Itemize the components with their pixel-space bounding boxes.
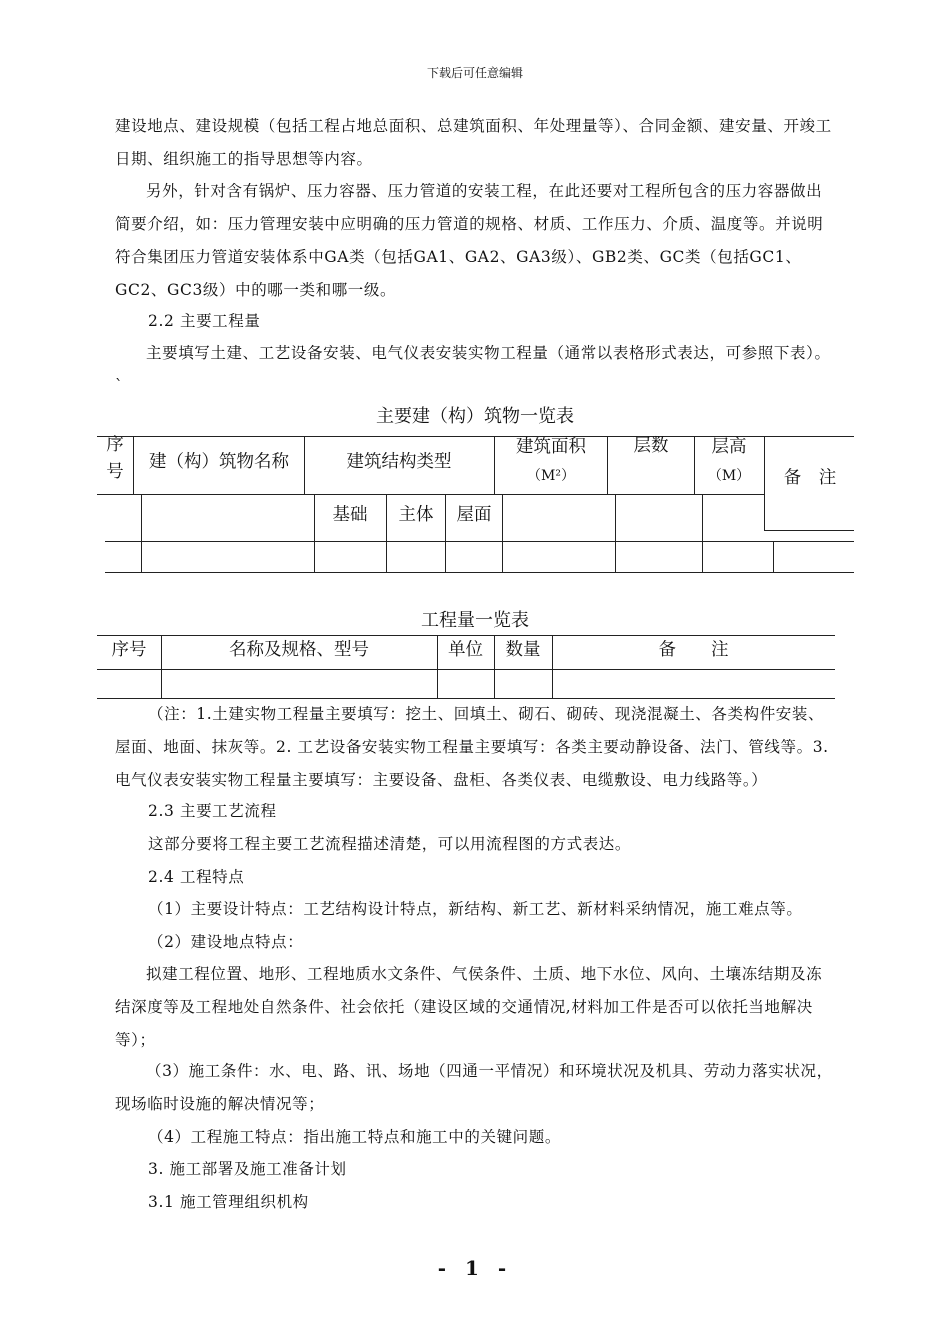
item-site-features: （2）建设地点特点： — [148, 933, 304, 951]
table1-header-height: 层高 — [711, 437, 747, 457]
item-construction-features: （4）工程施工特点：指出施工特点和施工中的关键问题。 — [148, 1128, 561, 1146]
table2-header-remark: 备 注 — [658, 640, 729, 660]
paragraph-process-flow: 这部分要将工程主要工艺流程描述清楚，可以用流程图的方式表达。 — [148, 835, 632, 853]
page-header: 下载后可任意编辑 — [426, 66, 523, 80]
table1-header-height-unit: （M） — [707, 468, 751, 484]
table1-sub-roof: 屋面 — [456, 505, 492, 525]
table2-title: 工程量一览表 — [421, 610, 529, 631]
section-2-4-heading: 2.4 工程特点 — [148, 868, 245, 886]
section-2-3-heading: 2.3 主要工艺流程 — [148, 802, 277, 820]
table1-header-area: 建筑面积 — [516, 437, 586, 457]
paragraph-pressure-vessels: 另外，针对含有锅炉、压力容器、压力管道的安装工程，在此还要对工程所包含的压力容器做出简要介绍，如：压力管理安装中应明确的压力管道的规格、材质、工作压力、介质、温度等。并说明符合集团压力管道安装体系中GA类（包括GA1、GA2、GA3级）、GB2类、GC类（包括GC1、GC2、GC3级）中的哪一类和哪一级。 — [115, 182, 824, 299]
table2-header-seq: 序号 — [111, 640, 147, 660]
table2-header-name: 名称及规格、型号 — [229, 640, 369, 660]
table1-header-floors: 层数 — [633, 436, 669, 456]
table1-header-remark: 备 注 — [783, 468, 837, 488]
table1-header-area-unit: （M²） — [527, 468, 575, 484]
item-construction-conditions: （3）施工条件：水、电、路、讯、场地（四通一平情况）和环境状况及机具、劳动力落实状况，现场临时设施的解决情况等； — [115, 1062, 833, 1113]
table2-header-quantity: 数量 — [505, 640, 541, 660]
table1-header-structure: 建筑结构类型 — [346, 452, 452, 472]
page-number: - 1 - — [437, 1256, 513, 1280]
table1-title: 主要建（构）筑物一览表 — [376, 406, 574, 427]
section-3-1-heading: 3.1 施工管理组织机构 — [148, 1193, 309, 1211]
table1-sub-foundation: 基础 — [332, 505, 368, 525]
paragraph-quantities-intro: 主要填写土建、工艺设备安装、电气仪表安装实物工程量（通常以表格形式表达，可参照下表）。` — [115, 344, 831, 395]
table2-note: （注：1.土建实物工程量主要填写：挖土、回填土、砌石、砌砖、现浇混凝土、各类构件安装、屋面、地面、抹灰等。2. 工艺设备安装实物工程量主要填写：各类主要动静设备、法门、管线等。3.电气仪表安装实物工程量主要填写：主要设备、盘柜、各类仪表、电缆敷设、电力线路等。） — [115, 705, 829, 789]
item-design-features: （1）主要设计特点：工艺结构设计特点，新结构、新工艺、新材料采纳情况，施工难点等。 — [148, 900, 803, 918]
section-2-2-heading: 2.2 主要工程量 — [148, 312, 261, 330]
table1-sub-body: 主体 — [398, 505, 434, 525]
table1-header-name: 建（构）筑物名称 — [149, 452, 289, 472]
table1-header-seq: 序号 — [106, 435, 124, 482]
section-3-heading: 3. 施工部署及施工准备计划 — [148, 1160, 347, 1178]
paragraph-scope: 建设地点、建设规模（包括工程占地总面积、总建筑面积、年处理量等）、合同金额、建安量、开竣工日期、组织施工的指导思想等内容。 — [115, 117, 832, 168]
paragraph-site-conditions: 拟建工程位置、地形、工程地质水文条件、气侯条件、土质、地下水位、风向、土壤冻结期及冻结深度等及工程地处自然条件、社会依托（建设区域的交通情况,材料加工件是否可以依托当地解决等）； — [115, 965, 823, 1049]
table2-header-unit: 单位 — [448, 640, 483, 660]
